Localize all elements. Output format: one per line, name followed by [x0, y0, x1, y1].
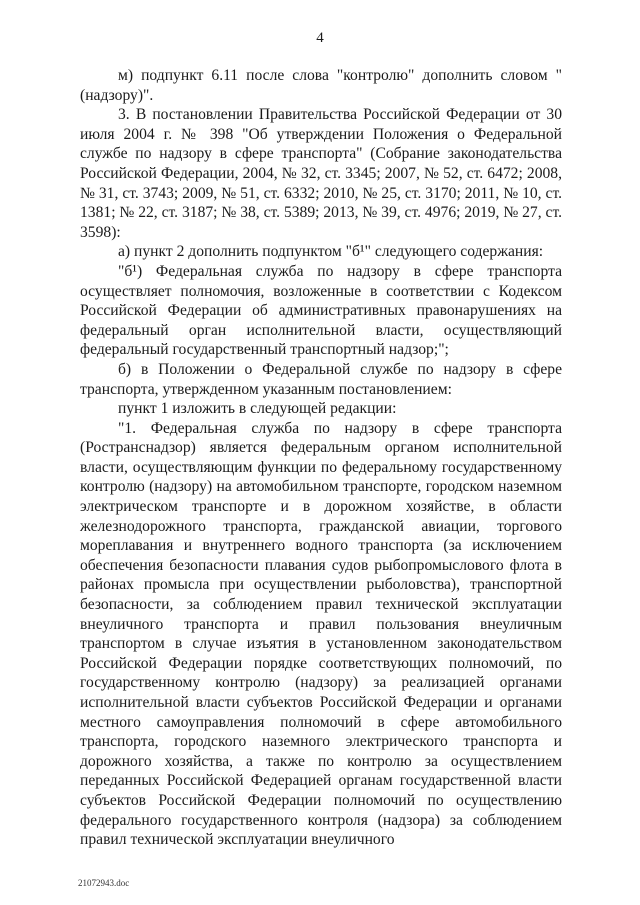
paragraph-item-b: б) в Положении о Федеральной службе по надзору в сфере транспорта, утвержденном указанным постановлением:: [80, 360, 562, 398]
paragraph-section-3: 3. В постановлении Правительства Российской Федерации от 30 июля 2004 г. № 398 "Об утверждении Положения о Федеральной службе по надзору в сфере транспорта" (Собрание законодательства Российской Федерации, 2004, № 32, ст. 3345; 2007, № 52, ст. 6472; 2008, № 31, ст. 3743; 2009, № 51, ст. 6332; 2010, № 25, ст. 3170; 2011, № 10, ст. 1381; № 22, ст. 3187; № 38, ст. 5389; 2013, № 39, ст. 4976; 2019, № 27, ст. 3598):: [80, 106, 562, 241]
paragraph-point-1-intro: пункт 1 изложить в следующей редакции:: [118, 400, 397, 418]
document-file-code: 21072943.doc: [78, 878, 130, 888]
paragraph-item-m: м) подпункт 6.11 после слова "контролю" дополнить словом "(надзору)".: [80, 67, 562, 104]
paragraph-quoted-b1: "б¹) Федеральная служба по надзору в сфере транспорта осуществляет полномочия, возложенные в соответствии с Кодексом Российской Федерации об административных правонарушениях на федеральный орган исполнительной власти, осуществляющий федеральный государственный транспортный надзор;";: [80, 262, 562, 359]
document-body: [80, 66, 562, 850]
paragraph-item-a: а) пункт 2 дополнить подпунктом "б¹" следующего содержания:: [118, 243, 544, 261]
paragraph-point-1-text: "1. Федеральная служба по надзору в сфере транспорта (Ространснадзор) является федеральным органом исполнительной власти, осуществляющим функции по федеральному государственному контролю (надзору) на автомобильном транспорте, городском наземном электрическом транспорте и в дорожном хозяйстве, в области железнодорожного транспорта, гражданской авиации, торгового мореплавания и внутреннего водного транспорта (за исключением обеспечения безопасности плавания судов рыбопромыслового флота в районах промысла при осуществлении рыболовства), транспортной безопасности, за соблюдением правил технической эксплуатации внеуличного транспорта и правил пользования внеуличным транспортом в случае изъятия в установленном законодательством Российской Федерации порядке соответствующих полномочий, по государственному контролю (надзору) за реализацией органами исполнительной власти субъектов Российской Федерации и органами местного самоуправления полномочий в сфере автомобильного транспорта, городского наземного электрического транспорта и дорожного хозяйства, а также по контролю за осуществлением переданных Российской Федерацией органам государственной власти субъектов Российской Федерации полномочий по осуществлению федерального государственного контроля (надзора) за соблюдением правил технической эксплуатации внеуличного: [80, 419, 562, 849]
page-number: 4: [316, 30, 324, 46]
